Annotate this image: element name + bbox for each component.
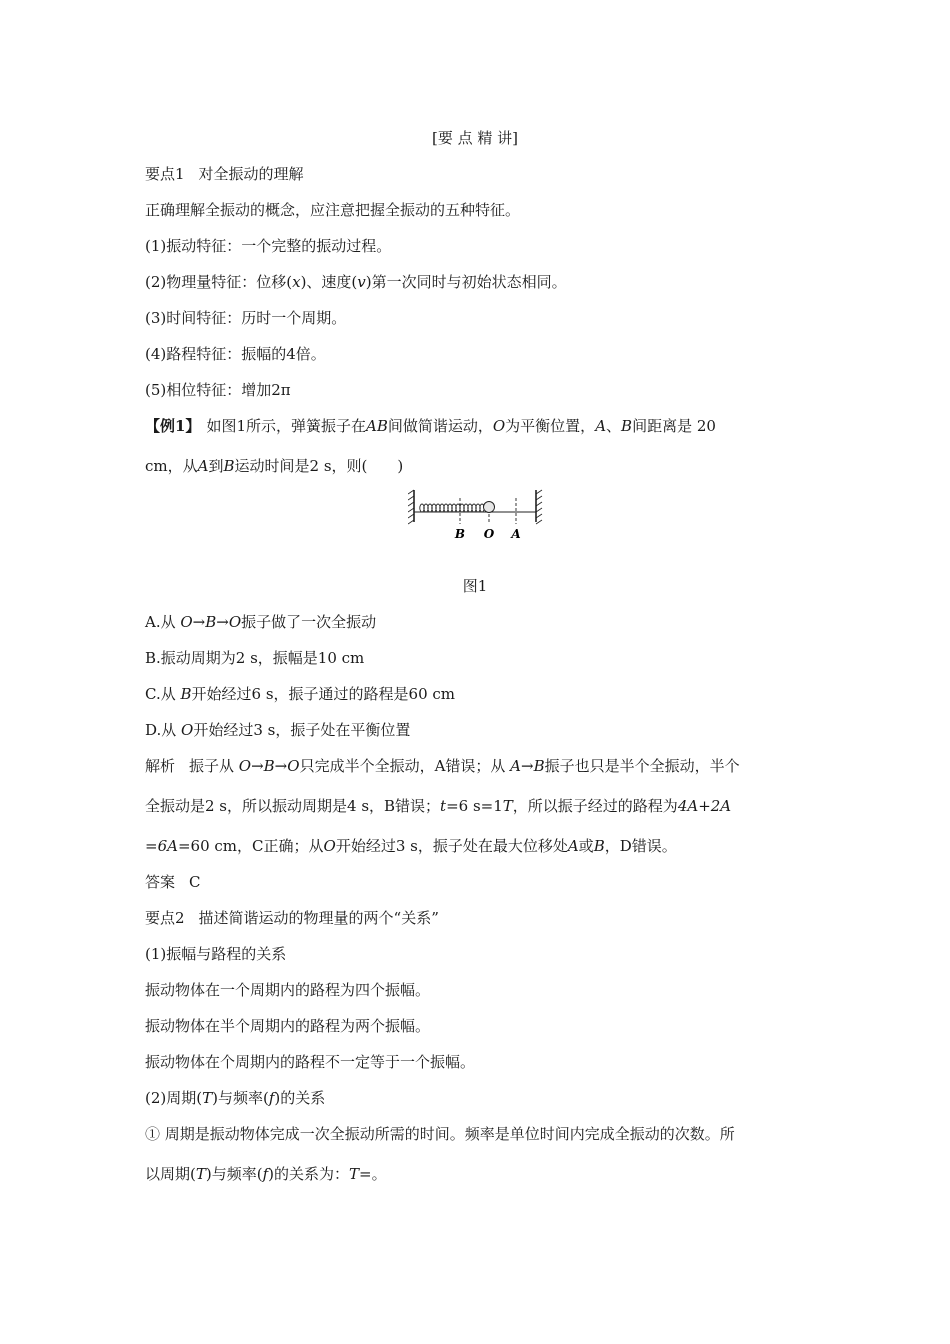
feature-3: (3)时间特征：历时一个周期。 (145, 309, 347, 327)
right-wall (536, 490, 542, 524)
point2-s1-line-2: 振动物体在半个周期内的路程为两个振幅。 (145, 1017, 431, 1035)
analysis-line-1: 解析 振子从 O→B→O只完成半个全振动，A错误；从 A→B振子也只是半个全振动，半个 (145, 757, 740, 775)
option-d: D.从 O开始经过3 s，振子处在平衡位置 (145, 721, 411, 739)
feature-4: (4)路程特征：振幅的4倍。 (145, 345, 326, 363)
point2-number: 要点2 (145, 909, 185, 927)
example-tag: 【例1】 (145, 417, 201, 435)
answer-label: 答案 (145, 873, 176, 891)
point2-s1-line-1: 振动物体在一个周期内的路程为四个振幅。 (145, 981, 431, 999)
point1-title-text: 对全振动的理解 (198, 165, 304, 183)
example-line-2: cm，从A到B运动时间是2 s，则( ) (145, 457, 404, 475)
point2-subtitle-2: (2)周期(T)与频率(f)的关系 (145, 1089, 326, 1107)
figure-label-b: B (454, 527, 466, 541)
feature-5: (5)相位特征：增加2π (145, 381, 291, 399)
point2-subtitle-1: (1)振幅与路程的关系 (145, 945, 287, 963)
oscillator-ball (484, 502, 495, 513)
point2-paragraph-line-2: 以周期(T)与频率(f)的关系为：T=。 (145, 1165, 387, 1183)
answer-line (145, 872, 201, 892)
left-wall (408, 490, 414, 524)
figure-caption: 图1 (462, 577, 488, 595)
figure-label-o: O (483, 527, 495, 541)
point2-title-text: 描述简谐运动的物理量的两个“关系” (198, 909, 439, 927)
spring-oscillator-figure (408, 488, 544, 544)
feature-1: (1)振动特征：一个完整的振动过程。 (145, 237, 392, 255)
section-header: [要 点 精 讲] (431, 129, 518, 147)
example-line-1: 【例1】 如图1所示，弹簧振子在AB间做简谐运动，O为平衡位置，A、B间距离是 20 (145, 417, 716, 435)
option-b: B.振动周期为2 s，振幅是10 cm (145, 649, 365, 667)
analysis-line-2: 全振动是2 s，所以振动周期是4 s，B错误；t=6 s=1T，所以振子经过的路程为4A+2A (145, 797, 732, 815)
option-c: C.从 B开始经过6 s，振子通过的路程是60 cm (145, 685, 456, 703)
analysis-label: 解析 (145, 757, 176, 775)
spring (420, 504, 484, 512)
point1-number: 要点1 (145, 165, 185, 183)
answer-value: C (189, 873, 201, 891)
point2-s1-line-3: 振动物体在个周期内的路程不一定等于一个振幅。 (145, 1053, 476, 1071)
point2-paragraph-line-1: ① 周期是振动物体完成一次全振动所需的时间。频率是单位时间内完成全振动的次数。所 (145, 1125, 735, 1143)
point1-title (145, 164, 304, 184)
option-a: A.从 O→B→O振子做了一次全振动 (145, 613, 377, 631)
feature-2: (2)物理量特征：位移(x)、速度(v)第一次同时与初始状态相同。 (145, 273, 567, 291)
point1-intro: 正确理解全振动的概念，应注意把握全振动的五种特征。 (145, 201, 521, 219)
figure-label-a: A (511, 527, 521, 541)
analysis-line-3: =6A=60 cm，C正确；从O开始经过3 s，振子处在最大位移处A或B，D错误。 (145, 837, 677, 855)
point2-title (145, 908, 439, 928)
